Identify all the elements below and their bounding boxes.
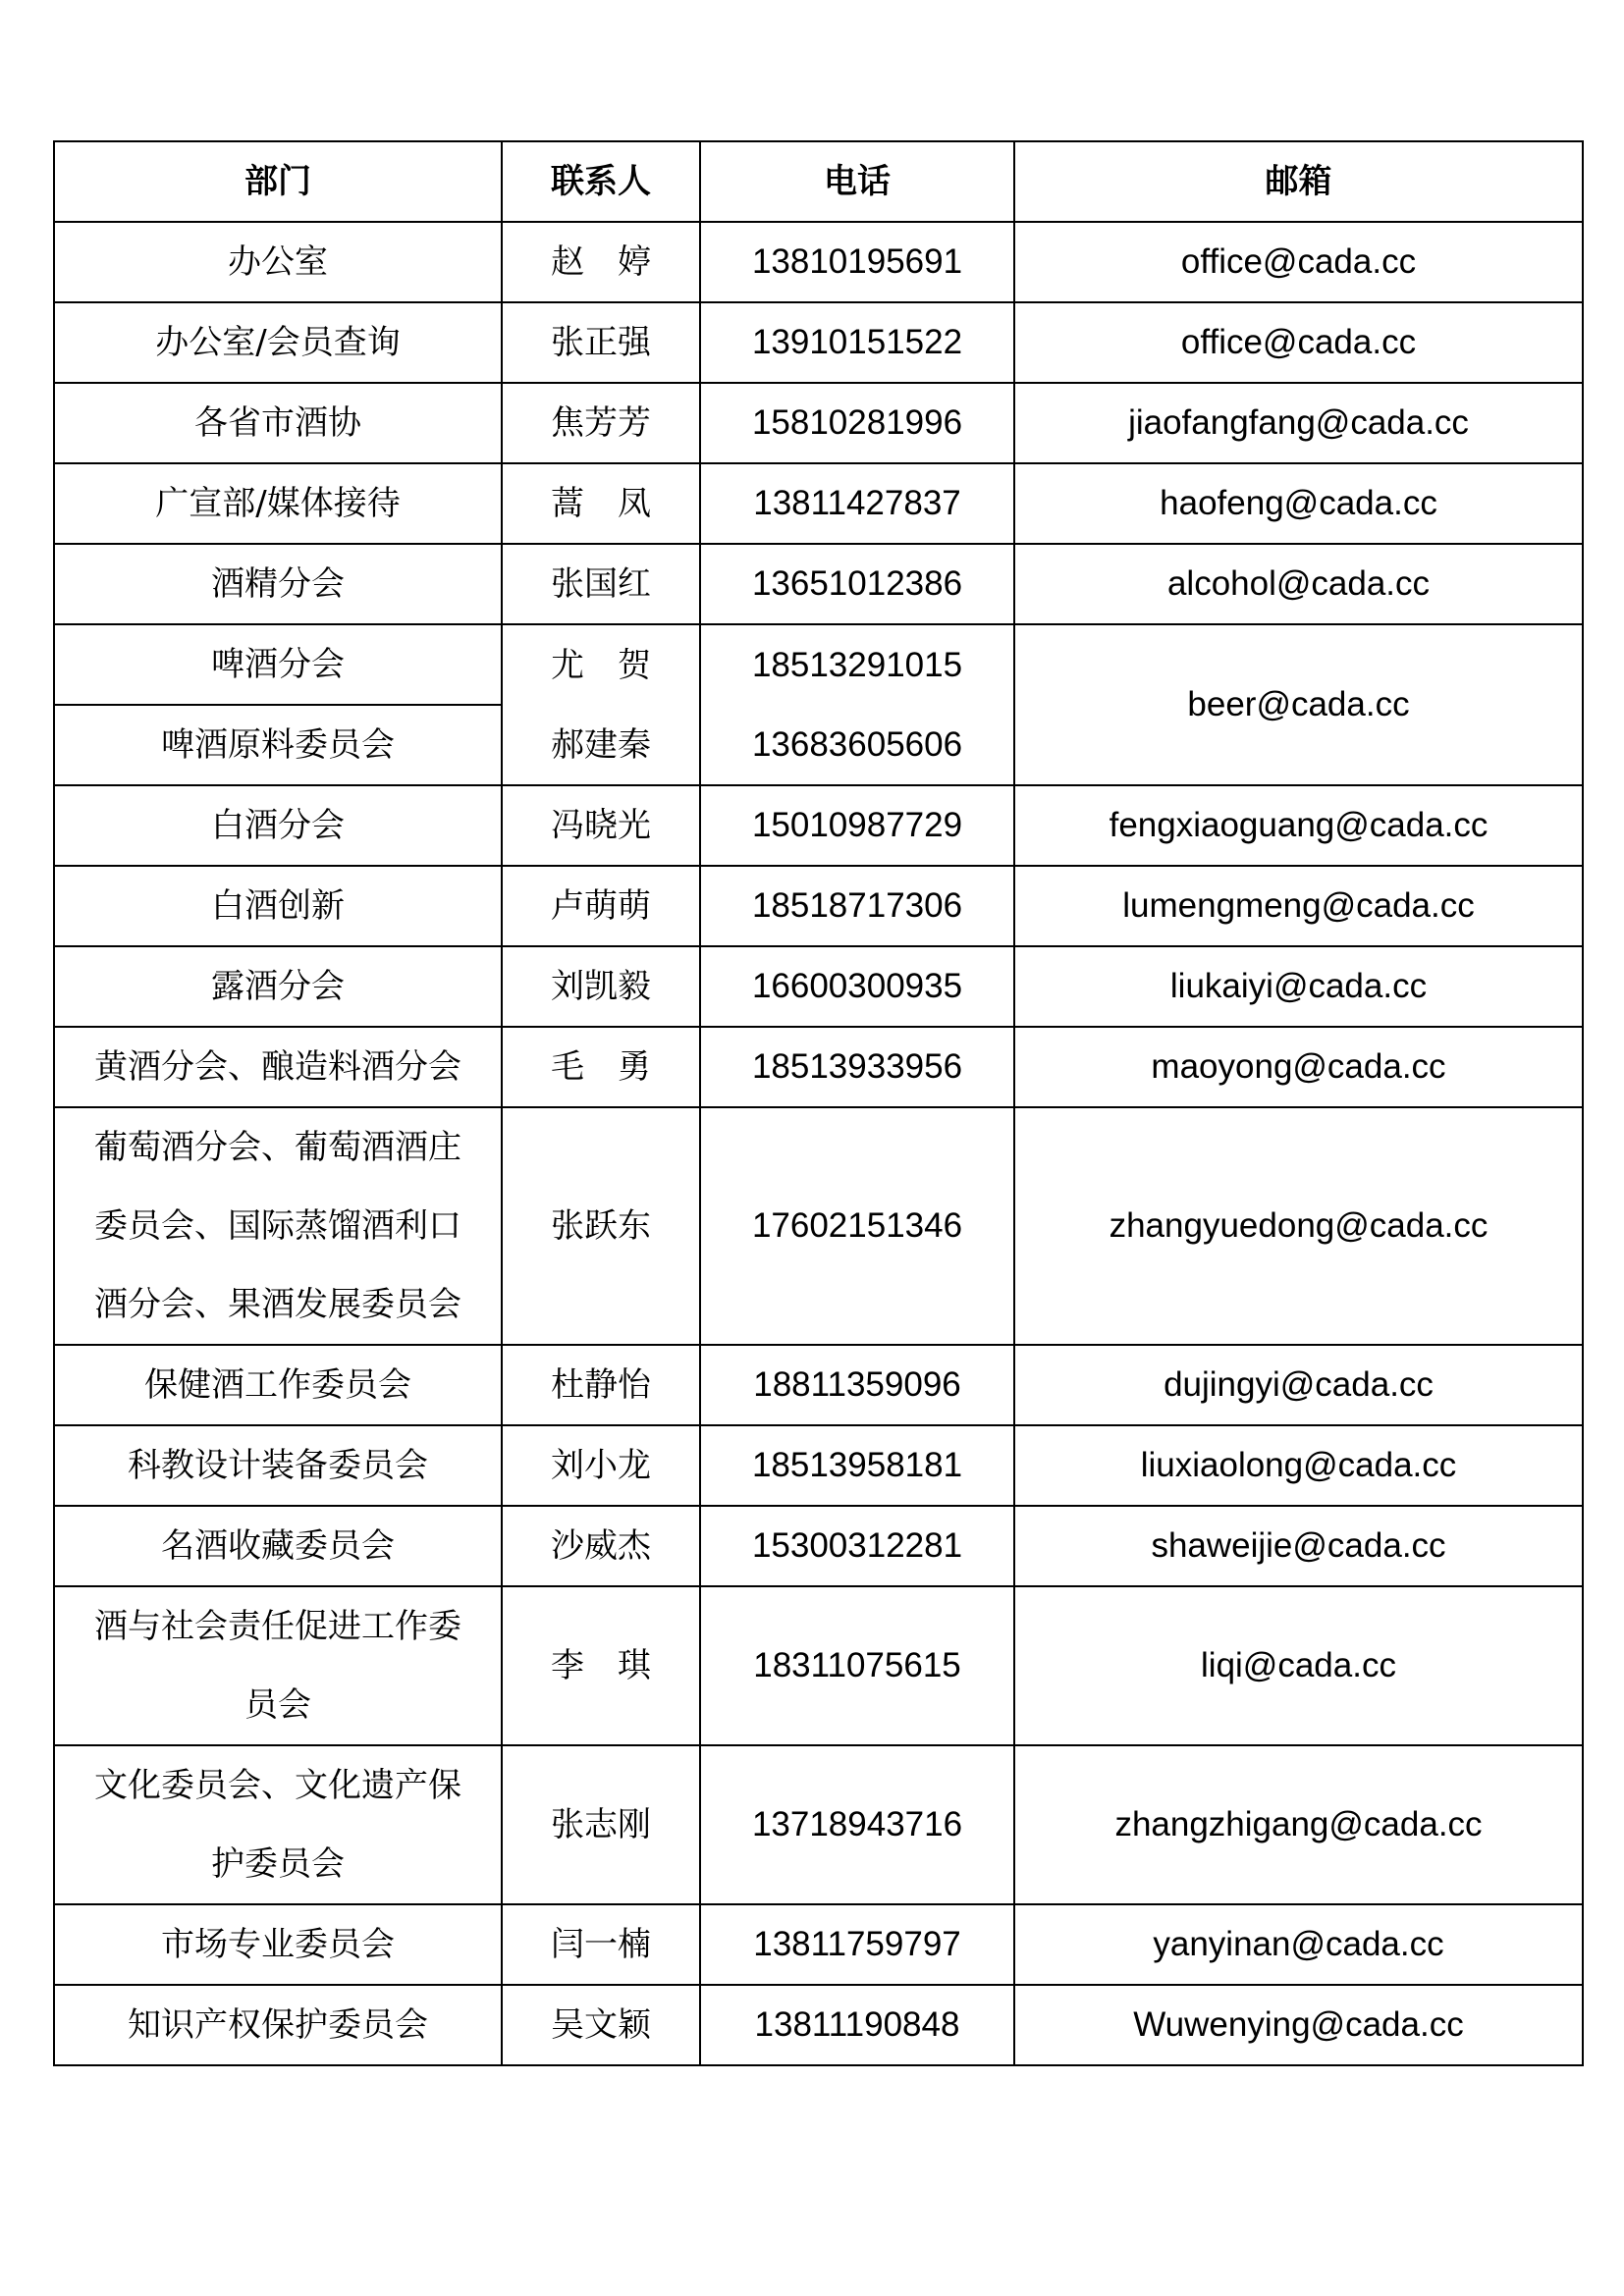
email-cell: maoyong@cada.cc <box>1014 1027 1583 1107</box>
table-row <box>54 1745 1583 1904</box>
contact-cell: 李 琪 <box>502 1586 700 1745</box>
table-row <box>54 1586 1583 1745</box>
contact-cell: 毛 勇 <box>502 1027 700 1107</box>
phone-cell: 18513933956 <box>700 1027 1014 1107</box>
department-cell: 文化委员会、文化遗产保护委员会 <box>54 1745 502 1904</box>
phone-cell: 15300312281 <box>700 1506 1014 1586</box>
department-cell: 白酒创新 <box>54 866 502 946</box>
phone-cell: 18311075615 <box>700 1586 1014 1745</box>
department-cell: 各省市酒协 <box>54 383 502 463</box>
department-cell: 黄酒分会、酿造料酒分会 <box>54 1027 502 1107</box>
email-cell: lumengmeng@cada.cc <box>1014 866 1583 946</box>
department-cell: 名酒收藏委员会 <box>54 1506 502 1586</box>
table-row <box>54 1425 1583 1506</box>
table-row <box>54 222 1583 302</box>
phone-cell: 16600300935 <box>700 946 1014 1027</box>
contact-cell: 郝建秦 <box>502 705 700 785</box>
contact-cell: 刘小龙 <box>502 1425 700 1506</box>
email-cell: zhangyuedong@cada.cc <box>1014 1107 1583 1345</box>
contact-cell: 闫一楠 <box>502 1904 700 1985</box>
contact-cell: 吴文颖 <box>502 1985 700 2065</box>
email-cell: yanyinan@cada.cc <box>1014 1904 1583 1985</box>
contact-cell: 赵 婷 <box>502 222 700 302</box>
contact-cell: 张志刚 <box>502 1745 700 1904</box>
phone-cell: 13811190848 <box>700 1985 1014 2065</box>
phone-cell: 13811427837 <box>700 463 1014 544</box>
phone-cell: 13811759797 <box>700 1904 1014 1985</box>
phone-cell: 18513958181 <box>700 1425 1014 1506</box>
email-cell: shaweijie@cada.cc <box>1014 1506 1583 1586</box>
department-cell: 葡萄酒分会、葡萄酒酒庄委员会、国际蒸馏酒利口酒分会、果酒发展委员会 <box>54 1107 502 1345</box>
phone-cell: 13651012386 <box>700 544 1014 624</box>
department-cell: 办公室 <box>54 222 502 302</box>
phone-cell: 17602151346 <box>700 1107 1014 1345</box>
department-cell: 酒精分会 <box>54 544 502 624</box>
contact-cell: 张国红 <box>502 544 700 624</box>
phone-cell: 18513291015 <box>700 624 1014 705</box>
email-cell: fengxiaoguang@cada.cc <box>1014 785 1583 866</box>
email-cell: alcohol@cada.cc <box>1014 544 1583 624</box>
table-row <box>54 463 1583 544</box>
table-row <box>54 1027 1583 1107</box>
department-cell: 保健酒工作委员会 <box>54 1345 502 1425</box>
department-cell: 啤酒分会 <box>54 624 502 705</box>
table-row <box>54 1985 1583 2065</box>
contact-cell: 刘凯毅 <box>502 946 700 1027</box>
contact-cell: 沙威杰 <box>502 1506 700 1586</box>
department-cell: 露酒分会 <box>54 946 502 1027</box>
email-cell: liqi@cada.cc <box>1014 1586 1583 1745</box>
email-cell: liuxiaolong@cada.cc <box>1014 1425 1583 1506</box>
contact-cell: 杜静怡 <box>502 1345 700 1425</box>
department-cell: 啤酒原料委员会 <box>54 705 502 785</box>
department-cell: 科教设计装备委员会 <box>54 1425 502 1506</box>
phone-cell: 13910151522 <box>700 302 1014 383</box>
phone-cell: 13810195691 <box>700 222 1014 302</box>
department-cell: 广宣部/媒体接待 <box>54 463 502 544</box>
email-cell: dujingyi@cada.cc <box>1014 1345 1583 1425</box>
table-row <box>54 624 1583 705</box>
email-cell: beer@cada.cc <box>1014 624 1583 785</box>
email-cell: office@cada.cc <box>1014 222 1583 302</box>
header-email: 邮箱 <box>1014 141 1583 222</box>
contact-cell: 张跃东 <box>502 1107 700 1345</box>
table-row <box>54 302 1583 383</box>
department-cell: 知识产权保护委员会 <box>54 1985 502 2065</box>
department-cell: 办公室/会员查询 <box>54 302 502 383</box>
phone-cell: 18811359096 <box>700 1345 1014 1425</box>
header-contact: 联系人 <box>502 141 700 222</box>
table-row <box>54 1107 1583 1345</box>
phone-cell: 13683605606 <box>700 705 1014 785</box>
phone-cell: 15810281996 <box>700 383 1014 463</box>
table-row <box>54 383 1583 463</box>
contact-cell: 尤 贺 <box>502 624 700 705</box>
phone-cell: 13718943716 <box>700 1745 1014 1904</box>
phone-cell: 18518717306 <box>700 866 1014 946</box>
department-cell: 白酒分会 <box>54 785 502 866</box>
contact-table <box>53 140 1584 2066</box>
email-cell: zhangzhigang@cada.cc <box>1014 1745 1583 1904</box>
department-cell: 市场专业委员会 <box>54 1904 502 1985</box>
header-phone: 电话 <box>700 141 1014 222</box>
email-cell: liukaiyi@cada.cc <box>1014 946 1583 1027</box>
table-row <box>54 785 1583 866</box>
email-cell: office@cada.cc <box>1014 302 1583 383</box>
table-row <box>54 544 1583 624</box>
contact-cell: 张正强 <box>502 302 700 383</box>
contact-cell: 蒿 凤 <box>502 463 700 544</box>
table-row <box>54 1506 1583 1586</box>
contact-cell: 卢萌萌 <box>502 866 700 946</box>
table-header-row <box>54 141 1583 222</box>
contact-cell: 冯晓光 <box>502 785 700 866</box>
header-department: 部门 <box>54 141 502 222</box>
department-cell: 酒与社会责任促进工作委员会 <box>54 1586 502 1745</box>
table-row <box>54 946 1583 1027</box>
email-cell: haofeng@cada.cc <box>1014 463 1583 544</box>
contact-cell: 焦芳芳 <box>502 383 700 463</box>
email-cell: jiaofangfang@cada.cc <box>1014 383 1583 463</box>
table-row <box>54 1904 1583 1985</box>
table-row <box>54 1345 1583 1425</box>
email-cell: Wuwenying@cada.cc <box>1014 1985 1583 2065</box>
phone-cell: 15010987729 <box>700 785 1014 866</box>
table-row <box>54 866 1583 946</box>
